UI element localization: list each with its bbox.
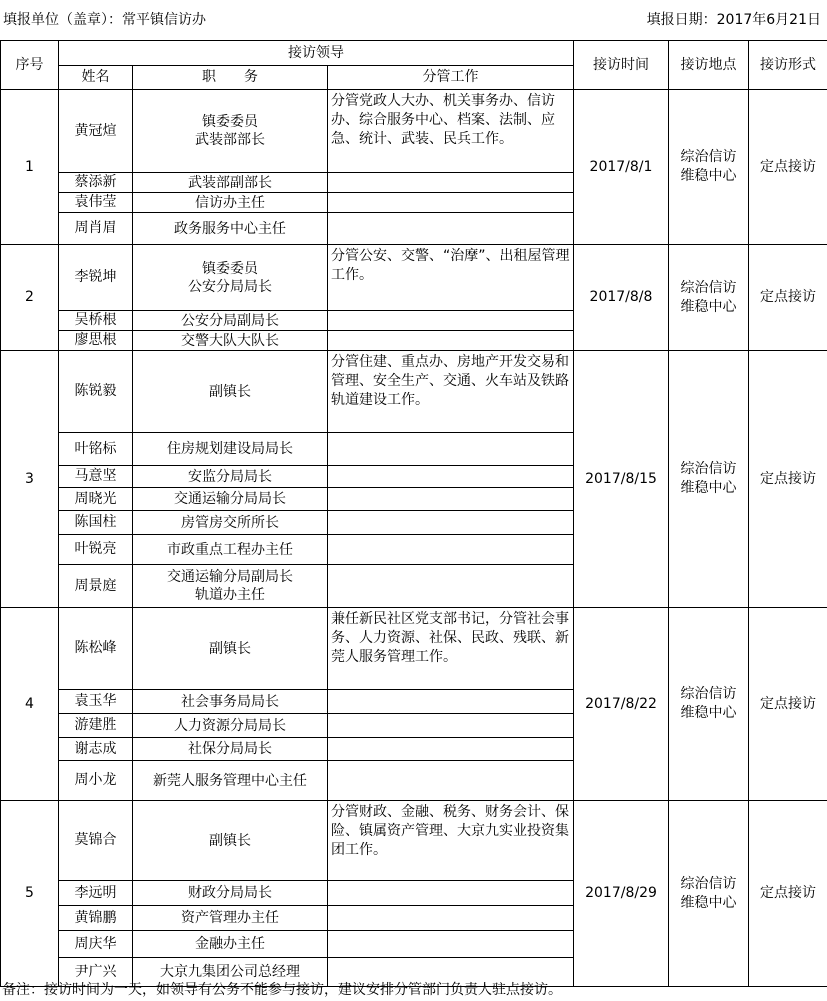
leader-position-cell: 房管房交所所长 — [133, 511, 328, 535]
leader-name-cell: 周肖眉 — [59, 213, 133, 245]
leader-position-cell: 交通运输分局副局长 轨道办主任 — [133, 565, 328, 608]
leader-position-cell: 社保分局局长 — [133, 738, 328, 761]
duty-cell — [328, 761, 574, 801]
duty-cell — [328, 714, 574, 738]
reception-place-cell: 综治信访 维稳中心 — [669, 351, 749, 608]
reception-form-cell: 定点接访 — [749, 801, 827, 987]
reception-time-cell: 2017/8/29 — [574, 801, 669, 987]
col-header-position: 职 务 — [133, 66, 328, 90]
duty-cell — [328, 565, 574, 608]
leader-position-cell: 政务服务中心主任 — [133, 213, 328, 245]
table-row — [1, 801, 827, 881]
leader-position-cell: 人力资源分局局长 — [133, 714, 328, 738]
duty-cell — [328, 511, 574, 535]
leader-name-cell: 莫锦合 — [59, 801, 133, 881]
duty-cell — [328, 433, 574, 466]
leader-position-cell: 副镇长 — [133, 801, 328, 881]
duty-cell — [328, 466, 574, 488]
duty-cell — [328, 331, 574, 351]
table-row — [1, 245, 827, 311]
leader-name-cell: 叶铭标 — [59, 433, 133, 466]
leader-name-cell: 李远明 — [59, 881, 133, 906]
leader-position-cell: 副镇长 — [133, 608, 328, 690]
reception-time-cell: 2017/8/1 — [574, 90, 669, 245]
seq-cell: 1 — [1, 90, 59, 245]
leader-name-cell: 蔡添新 — [59, 173, 133, 193]
duty-cell — [328, 906, 574, 931]
table-row — [1, 90, 827, 173]
duty-cell — [328, 535, 574, 565]
leader-name-cell: 陈国柱 — [59, 511, 133, 535]
duty-cell — [328, 173, 574, 193]
reception-place-cell: 综治信访 维稳中心 — [669, 608, 749, 801]
leader-name-cell: 黄冠煊 — [59, 90, 133, 173]
seq-cell: 2 — [1, 245, 59, 351]
footnote: 备注：接访时间为一天，如领导有公务不能参与接访，建议安排分管部门负责人驻点接访。 — [2, 982, 562, 998]
leader-name-cell: 李锐坤 — [59, 245, 133, 311]
duty-cell — [328, 488, 574, 511]
leader-position-cell: 资产管理办主任 — [133, 906, 328, 931]
leader-name-cell: 游建胜 — [59, 714, 133, 738]
duty-cell: 分管党政人大办、机关事务办、信访办、综合服务中心、档案、法制、应急、统计、武装、民兵工作。 — [328, 90, 574, 173]
reception-schedule-table — [0, 40, 827, 987]
reception-place-cell: 综治信访 维稳中心 — [669, 90, 749, 245]
duty-cell — [328, 193, 574, 213]
leader-position-cell: 市政重点工程办主任 — [133, 535, 328, 565]
leader-name-cell: 周庆华 — [59, 931, 133, 958]
reception-form-cell: 定点接访 — [749, 245, 827, 351]
reception-place-cell: 综治信访 维稳中心 — [669, 801, 749, 987]
leader-name-cell: 周晓光 — [59, 488, 133, 511]
leader-position-cell: 信访办主任 — [133, 193, 328, 213]
reception-time-cell: 2017/8/8 — [574, 245, 669, 351]
reception-time-cell: 2017/8/15 — [574, 351, 669, 608]
col-header-name: 姓名 — [59, 66, 133, 90]
leader-name-cell: 马意坚 — [59, 466, 133, 488]
leader-position-cell: 安监分局局长 — [133, 466, 328, 488]
leader-name-cell: 周景庭 — [59, 565, 133, 608]
reception-form-cell: 定点接访 — [749, 90, 827, 245]
col-header-seq: 序号 — [1, 41, 59, 90]
duty-cell — [328, 213, 574, 245]
leader-name-cell: 谢志成 — [59, 738, 133, 761]
leader-position-cell: 武装部副部长 — [133, 173, 328, 193]
seq-cell: 5 — [1, 801, 59, 987]
leader-position-cell: 副镇长 — [133, 351, 328, 433]
leader-name-cell: 袁伟莹 — [59, 193, 133, 213]
leader-name-cell: 陈锐毅 — [59, 351, 133, 433]
reception-place-cell: 综治信访 维稳中心 — [669, 245, 749, 351]
leader-name-cell: 周小龙 — [59, 761, 133, 801]
leader-name-cell: 叶锐亮 — [59, 535, 133, 565]
leader-name-cell: 尹广兴 — [59, 958, 133, 987]
col-header-time: 接访时间 — [574, 41, 669, 90]
leader-position-cell: 新莞人服务管理中心主任 — [133, 761, 328, 801]
leader-position-cell: 镇委委员 公安分局局长 — [133, 245, 328, 311]
reception-form-cell: 定点接访 — [749, 351, 827, 608]
seq-cell: 3 — [1, 351, 59, 608]
leader-name-cell: 吴桥根 — [59, 311, 133, 331]
col-header-place: 接访地点 — [669, 41, 749, 90]
leader-name-cell: 廖思根 — [59, 331, 133, 351]
report-date: 填报日期：2017年6月21日 — [646, 12, 821, 28]
header-row-1 — [1, 41, 827, 66]
reporting-unit: 填报单位（盖章）：常平镇信访办 — [3, 12, 206, 28]
leader-name-cell: 袁玉华 — [59, 690, 133, 714]
col-header-form: 接访形式 — [749, 41, 827, 90]
leader-position-cell: 交通运输分局局长 — [133, 488, 328, 511]
reception-form-cell: 定点接访 — [749, 608, 827, 801]
duty-cell — [328, 690, 574, 714]
leader-position-cell: 住房规划建设局局长 — [133, 433, 328, 466]
duty-cell: 分管住建、重点办、房地产开发交易和管理、安全生产、交通、火车站及铁路轨道建设工作。 — [328, 351, 574, 433]
col-header-leaders: 接访领导 — [59, 41, 574, 66]
leader-position-cell: 镇委委员 武装部部长 — [133, 90, 328, 173]
duty-cell: 兼任新民社区党支部书记，分管社会事务、人力资源、社保、民政、残联、新莞人服务管理工作。 — [328, 608, 574, 690]
col-header-duty: 分管工作 — [328, 66, 574, 90]
duty-cell — [328, 738, 574, 761]
table-row — [1, 351, 827, 433]
duty-cell: 分管公安、交警、“治摩”、出租屋管理工作。 — [328, 245, 574, 311]
duty-cell: 分管财政、金融、税务、财务会计、保险、镇属资产管理、大京九实业投资集团工作。 — [328, 801, 574, 881]
duty-cell — [328, 311, 574, 331]
duty-cell — [328, 881, 574, 906]
leader-position-cell: 社会事务局局长 — [133, 690, 328, 714]
leader-position-cell: 交警大队大队长 — [133, 331, 328, 351]
leader-position-cell: 公安分局副局长 — [133, 311, 328, 331]
reception-time-cell: 2017/8/22 — [574, 608, 669, 801]
leader-name-cell: 黄锦鹏 — [59, 906, 133, 931]
table-row — [1, 608, 827, 690]
leader-position-cell: 大京九集团公司总经理 — [133, 958, 328, 987]
seq-cell: 4 — [1, 608, 59, 801]
leader-position-cell: 金融办主任 — [133, 931, 328, 958]
leader-position-cell: 财政分局局长 — [133, 881, 328, 906]
duty-cell — [328, 931, 574, 958]
leader-name-cell: 陈松峰 — [59, 608, 133, 690]
